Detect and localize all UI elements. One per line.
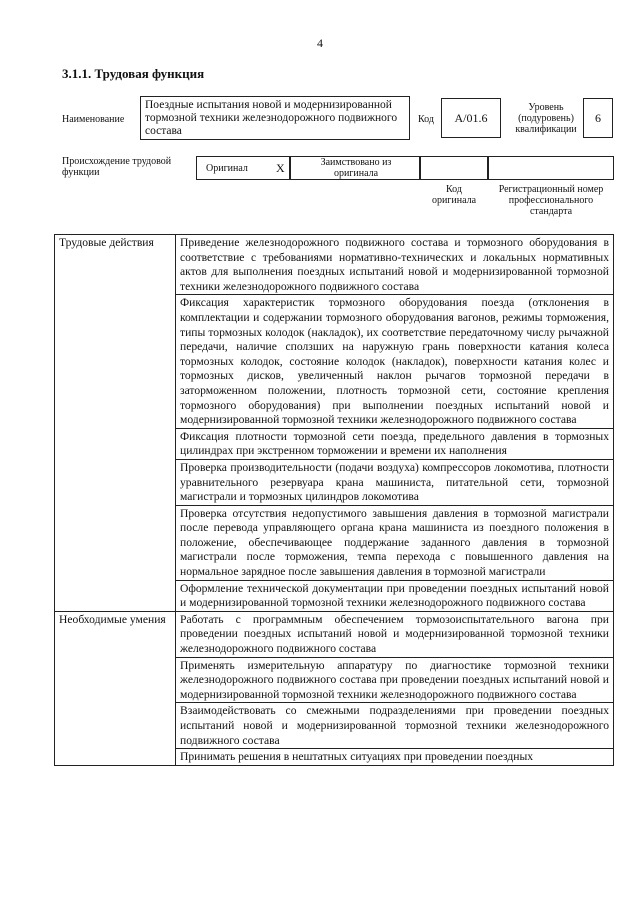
labor-action-item: Фиксация характеристик тормозного оборудования поезда (отклонения в комплектации и содержании тормозного оборудования вагонов, режимы торможения, типы тормозных колодок (накладок), их соответствие передаточному числу рычажной передачи, наличие сползших на наружную грань поверхности катания колеса тормозных колодок, состояние колодок (накладок), поверхности катания колес и тормозных дисков, увеличенный наклон рычагов тормозной передачи в заторможенном положении, плотность тормозной сети, состояние крепления тормозного оборудования) при выполнении поездных испытаний новой и модернизированной тормозной техники железнодорожного подвижного состава xyxy=(176,295,614,428)
original-mark: X xyxy=(276,161,285,175)
labor-action-item: Оформление технической документации при проведении поездных испытаний новой и модернизированной тормозной техники железнодорожного подвижного состава xyxy=(176,580,614,611)
level-label: Уровень (подуровень) квалификации xyxy=(515,102,577,135)
labor-action-item: Проверка отсутствия недопустимого завышения давления в тормозной магистрали после перевода управляющего органа крана машиниста из поездного положения в положение, обеспечивающее поддержание заданного давления в тормозной магистрали после торможения, темпа перехода с повышенного давления на нормальное зарядное после завышения давления в тормозной магистрали xyxy=(176,505,614,580)
table-row xyxy=(55,611,614,657)
table-row xyxy=(55,235,614,295)
code-value-box xyxy=(441,98,501,138)
name-value-box xyxy=(140,96,410,140)
skill-item: Применять измерительную аппаратуру по диагностике тормозной техники железнодорожного подвижного состава при проведении поездных испытаний новой и модернизированной тормозной техники железнодорожного подвижного состава xyxy=(176,657,614,703)
reg-number-label: Регистрационный номер профессионального стандарта xyxy=(498,184,604,217)
code-value: А/01.6 xyxy=(454,110,488,125)
skill-item: Принимать решения в нештатных ситуациях при проведении поездных xyxy=(176,749,614,766)
name-label: Наименование xyxy=(62,114,125,125)
origin-label: Происхождение трудовой функции xyxy=(62,156,172,178)
code-original-label: Код оригинала xyxy=(431,184,477,206)
reg-number-box xyxy=(488,156,614,180)
level-value-box xyxy=(583,98,613,138)
page-number: 4 xyxy=(317,36,323,50)
labor-function-table xyxy=(54,234,614,766)
labor-action-item: Проверка производительности (подачи воздуха) компрессоров локомотива, плотности уравнительного резервуара крана машиниста, питательной сети, тормозной магистрали и тормозных цилиндров локомотива xyxy=(176,459,614,505)
skill-item: Работать с программным обеспечением тормозоиспытательного вагона при проведении поездных испытаний новой и модернизированной тормозной техники железнодорожного подвижного состава xyxy=(176,611,614,657)
level-value: 6 xyxy=(595,110,601,125)
name-value: Поездные испытания новой и модернизированной тормозной техники железнодорожного подвижного состава xyxy=(145,99,398,137)
labor-actions-label: Трудовые действия xyxy=(55,235,176,612)
borrowed-label: Заимствовано из оригинала xyxy=(320,157,392,179)
skills-label: Необходимые умения xyxy=(55,611,176,765)
labor-action-item: Приведение железнодорожного подвижного состава и тормозного оборудования в соответствие с требованиями нормативно-технических и локальных нормативных актов для выполнения поездных испытаний новой и модернизированной тормозной техники железнодорожного подвижного состава xyxy=(176,235,614,295)
code-original-box xyxy=(420,156,488,180)
skill-item: Взаимодействовать со смежными подразделениями при проведении поездных испытаний новой и модернизированной тормозной техники железнодорожного подвижного состава xyxy=(176,703,614,749)
original-label: Оригинал xyxy=(206,163,248,174)
code-label: Код xyxy=(418,114,434,125)
labor-action-item: Фиксация плотности тормозной сети поезда, предельного давления в тормозных цилиндрах при экстренном торможении и времени их наполнения xyxy=(176,428,614,459)
section-title: 3.1.1. Трудовая функция xyxy=(62,66,205,81)
